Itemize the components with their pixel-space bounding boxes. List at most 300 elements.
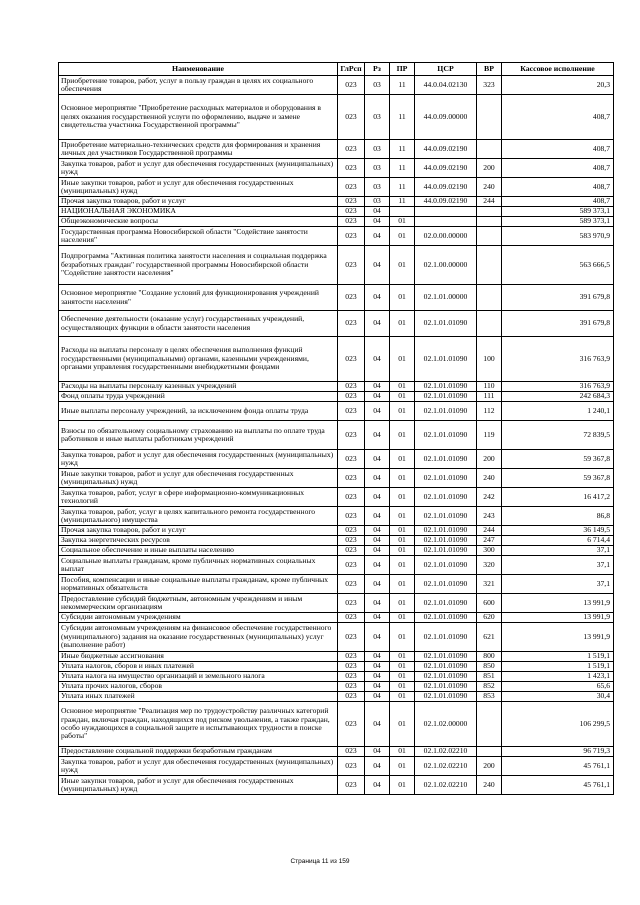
cell-rz: 04 [365, 702, 390, 747]
cell-rz: 03 [365, 76, 390, 95]
table-row [59, 421, 614, 450]
cell-vr [477, 217, 502, 227]
cell-glrsp: 023 [338, 159, 365, 178]
table-row [59, 402, 614, 421]
cell-csr: 02.1.01.01090 [415, 421, 477, 450]
cell-pr: 01 [390, 546, 415, 556]
cell-glrsp: 023 [338, 546, 365, 556]
cell-csr: 02.1.01.01090 [415, 469, 477, 488]
table-row [59, 246, 614, 285]
table-row [59, 682, 614, 692]
cell-pr: 11 [390, 178, 415, 197]
cell-glrsp: 023 [338, 337, 365, 382]
cell-glrsp: 023 [338, 662, 365, 672]
cell-csr: 02.1.01.01090 [415, 623, 477, 652]
cell-name: Приобретение материально-технических средств для формирования и хранения личных дел участников Государственной программы [59, 140, 338, 159]
cell-vr: 853 [477, 692, 502, 702]
cell-rz: 04 [365, 246, 390, 285]
cell-vr: 244 [477, 197, 502, 207]
cell-glrsp: 023 [338, 207, 365, 217]
cell-name: Основное мероприятие "Создание условий для функционирования учреждений занятости населения" [59, 285, 338, 311]
cell-rz: 04 [365, 672, 390, 682]
table-row [59, 526, 614, 536]
cell-vr: 800 [477, 652, 502, 662]
cell-sum: 583 970,9 [502, 227, 614, 246]
cell-pr: 01 [390, 469, 415, 488]
cell-vr: 112 [477, 402, 502, 421]
cell-pr: 01 [390, 594, 415, 613]
cell-name: Обеспечение деятельности (оказание услуг) государственных учреждений, осуществляющих функции в области занятости населения [59, 311, 338, 337]
cell-glrsp: 023 [338, 178, 365, 197]
cell-sum: 106 299,5 [502, 702, 614, 747]
cell-vr [477, 702, 502, 747]
cell-rz: 03 [365, 197, 390, 207]
cell-sum: 408,7 [502, 159, 614, 178]
cell-name: Уплата иных платежей [59, 692, 338, 702]
cell-pr: 11 [390, 95, 415, 140]
cell-pr: 01 [390, 575, 415, 594]
cell-name: Иные закупки товаров, работ и услуг для обеспечения государственных (муниципальных) нужд [59, 776, 338, 795]
cell-csr: 44.0.09.02190 [415, 178, 477, 197]
cell-rz: 04 [365, 227, 390, 246]
cell-sum: 65,6 [502, 682, 614, 692]
cell-vr: 600 [477, 594, 502, 613]
cell-pr: 01 [390, 311, 415, 337]
cell-sum: 1 240,1 [502, 402, 614, 421]
cell-glrsp: 023 [338, 594, 365, 613]
table-row [59, 382, 614, 392]
cell-csr: 02.1.01.01090 [415, 546, 477, 556]
cell-sum: 59 367,8 [502, 469, 614, 488]
cell-name: Иные бюджетные ассигнования [59, 652, 338, 662]
cell-pr: 11 [390, 197, 415, 207]
cell-rz: 04 [365, 623, 390, 652]
cell-vr [477, 311, 502, 337]
header-name: Наименование [59, 63, 338, 76]
cell-sum: 589 373,1 [502, 207, 614, 217]
cell-csr: 02.1.02.00000 [415, 702, 477, 747]
cell-sum: 30,4 [502, 692, 614, 702]
cell-vr: 200 [477, 159, 502, 178]
cell-csr: 02.1.01.01090 [415, 613, 477, 623]
cell-name: Основное мероприятие "Приобретение расходных материалов и оборудования в целях оказания государственной услуги по оформлению, выдаче и замене свидетельства участника Государственной программы" [59, 95, 338, 140]
cell-name: Социальное обеспечение и иные выплаты населению [59, 546, 338, 556]
header-glrsp: ГлРсп [338, 63, 365, 76]
cell-pr: 01 [390, 776, 415, 795]
cell-csr: 02.1.01.01090 [415, 488, 477, 507]
cell-sum: 37,1 [502, 575, 614, 594]
header-rz: Рз [365, 63, 390, 76]
cell-pr: 01 [390, 747, 415, 757]
cell-vr: 320 [477, 556, 502, 575]
cell-glrsp: 023 [338, 392, 365, 402]
cell-name: Расходы на выплаты персоналу в целях обеспечения выполнения функций государственными (муниципальными) органами, казенными учреждениями, органами управления государственными внебюджетными фондами [59, 337, 338, 382]
cell-sum: 391 679,8 [502, 311, 614, 337]
cell-name: Основное мероприятие "Реализация мер по трудоустройству различных категорий граждан, включая граждан, находящихся под риском увольнения, а также граждан, особо нуждающихся в социальной защите и испытывающих трудности в поиске работы" [59, 702, 338, 747]
table-row [59, 217, 614, 227]
table-row [59, 197, 614, 207]
cell-rz: 04 [365, 757, 390, 776]
cell-csr: 02.1.02.02210 [415, 776, 477, 795]
cell-pr: 01 [390, 392, 415, 402]
cell-csr: 02.1.01.01090 [415, 682, 477, 692]
cell-glrsp: 023 [338, 575, 365, 594]
cell-glrsp: 023 [338, 285, 365, 311]
cell-csr: 02.1.01.01090 [415, 594, 477, 613]
cell-pr: 11 [390, 159, 415, 178]
cell-pr: 01 [390, 702, 415, 747]
table-row [59, 776, 614, 795]
cell-sum: 20,3 [502, 76, 614, 95]
cell-vr: 243 [477, 507, 502, 526]
cell-name: Пособия, компенсации и иные социальные выплаты гражданам, кроме публичных нормативных обязательств [59, 575, 338, 594]
cell-pr: 01 [390, 488, 415, 507]
cell-csr: 02.1.00.00000 [415, 246, 477, 285]
cell-rz: 04 [365, 382, 390, 392]
cell-pr: 01 [390, 402, 415, 421]
cell-sum: 36 149,5 [502, 526, 614, 536]
table-row [59, 140, 614, 159]
cell-rz: 04 [365, 450, 390, 469]
cell-vr [477, 95, 502, 140]
cell-csr: 02.1.01.01090 [415, 392, 477, 402]
cell-vr [477, 140, 502, 159]
cell-name: Закупка товаров, работ и услуг для обеспечения государственных (муниципальных) нужд [59, 159, 338, 178]
cell-glrsp: 023 [338, 217, 365, 227]
cell-sum: 391 679,8 [502, 285, 614, 311]
cell-vr: 851 [477, 672, 502, 682]
cell-rz: 04 [365, 507, 390, 526]
cell-glrsp: 023 [338, 227, 365, 246]
cell-vr: 240 [477, 776, 502, 795]
header-pr: ПР [390, 63, 415, 76]
cell-rz: 04 [365, 337, 390, 382]
table-row [59, 95, 614, 140]
cell-rz: 04 [365, 594, 390, 613]
cell-sum: 408,7 [502, 178, 614, 197]
cell-pr: 01 [390, 382, 415, 392]
cell-vr: 244 [477, 526, 502, 536]
cell-csr: 02.1.02.02210 [415, 747, 477, 757]
cell-pr: 01 [390, 613, 415, 623]
cell-name: Закупка товаров, работ и услуг для обеспечения государственных (муниципальных) нужд [59, 757, 338, 776]
table-row [59, 613, 614, 623]
cell-sum: 6 714,4 [502, 536, 614, 546]
cell-sum: 1 423,1 [502, 672, 614, 682]
cell-rz: 04 [365, 536, 390, 546]
cell-pr: 11 [390, 140, 415, 159]
cell-rz: 04 [365, 546, 390, 556]
cell-csr: 02.1.01.01090 [415, 536, 477, 546]
table-row [59, 450, 614, 469]
cell-vr [477, 246, 502, 285]
cell-glrsp: 023 [338, 382, 365, 392]
cell-rz: 04 [365, 682, 390, 692]
cell-name: Субсидии автономным учреждениям на финансовое обеспечение государственного (муниципального) задания на оказание государственных (муниципальных) услуг (выполнение работ) [59, 623, 338, 652]
cell-pr: 01 [390, 246, 415, 285]
cell-csr: 44.0.09.02190 [415, 159, 477, 178]
table-row [59, 536, 614, 546]
table-row [59, 672, 614, 682]
budget-table [58, 62, 614, 795]
cell-rz: 04 [365, 207, 390, 217]
cell-name: Подпрограмма "Активная политика занятости населения и социальная поддержка безработных граждан" государственной программы Новосибирской области "Содействие занятости населения" [59, 246, 338, 285]
cell-sum: 37,1 [502, 546, 614, 556]
cell-rz: 04 [365, 392, 390, 402]
cell-name: Закупка энергетических ресурсов [59, 536, 338, 546]
header-vr: ВР [477, 63, 502, 76]
cell-vr: 300 [477, 546, 502, 556]
cell-csr: 02.1.01.01090 [415, 556, 477, 575]
cell-sum: 408,7 [502, 95, 614, 140]
cell-name: Расходы на выплаты персоналу казенных учреждений [59, 382, 338, 392]
table-row [59, 469, 614, 488]
table-row [59, 702, 614, 747]
cell-pr: 11 [390, 76, 415, 95]
cell-vr: 621 [477, 623, 502, 652]
cell-pr: 01 [390, 507, 415, 526]
cell-glrsp: 023 [338, 692, 365, 702]
cell-glrsp: 023 [338, 757, 365, 776]
cell-pr: 01 [390, 526, 415, 536]
cell-vr [477, 207, 502, 217]
cell-pr: 01 [390, 556, 415, 575]
table-row [59, 623, 614, 652]
cell-pr: 01 [390, 682, 415, 692]
cell-pr: 01 [390, 227, 415, 246]
cell-csr: 44.0.09.00000 [415, 95, 477, 140]
table-row [59, 692, 614, 702]
cell-name: Иные выплаты персоналу учреждений, за исключением фонда оплаты труда [59, 402, 338, 421]
cell-csr [415, 207, 477, 217]
cell-csr: 02.1.01.01090 [415, 311, 477, 337]
cell-name: Прочая закупка товаров, работ и услуг [59, 197, 338, 207]
header-cash-execution: Кассовое исполнение [502, 63, 614, 76]
cell-pr: 01 [390, 662, 415, 672]
cell-vr: 111 [477, 392, 502, 402]
cell-vr: 852 [477, 682, 502, 692]
table-row [59, 757, 614, 776]
cell-vr [477, 227, 502, 246]
cell-name: Общеэкономические вопросы [59, 217, 338, 227]
cell-rz: 04 [365, 613, 390, 623]
cell-sum: 45 761,1 [502, 776, 614, 795]
cell-glrsp: 023 [338, 95, 365, 140]
table-body [59, 76, 614, 795]
cell-pr: 01 [390, 692, 415, 702]
table-row [59, 652, 614, 662]
cell-sum: 316 763,9 [502, 337, 614, 382]
cell-csr: 02.1.01.01090 [415, 450, 477, 469]
table-row [59, 159, 614, 178]
cell-name: Иные закупки товаров, работ и услуг для обеспечения государственных (муниципальных) нужд [59, 178, 338, 197]
cell-csr: 02.1.01.01090 [415, 692, 477, 702]
cell-pr: 01 [390, 672, 415, 682]
cell-rz: 04 [365, 217, 390, 227]
cell-sum: 13 991,9 [502, 613, 614, 623]
cell-sum: 316 763,9 [502, 382, 614, 392]
cell-name: Социальные выплаты гражданам, кроме публичных нормативных социальных выплат [59, 556, 338, 575]
cell-rz: 04 [365, 285, 390, 311]
cell-vr: 850 [477, 662, 502, 672]
cell-vr: 110 [477, 382, 502, 392]
cell-csr: 02.1.01.00000 [415, 285, 477, 311]
cell-pr [390, 207, 415, 217]
table-row [59, 662, 614, 672]
cell-pr: 01 [390, 757, 415, 776]
cell-name: Субсидии автономным учреждениям [59, 613, 338, 623]
cell-glrsp: 023 [338, 140, 365, 159]
table-row [59, 227, 614, 246]
cell-sum: 86,8 [502, 507, 614, 526]
cell-rz: 03 [365, 178, 390, 197]
cell-pr: 01 [390, 421, 415, 450]
cell-csr: 02.1.02.02210 [415, 757, 477, 776]
cell-csr: 02.1.01.01090 [415, 337, 477, 382]
cell-csr: 44.0.09.02190 [415, 197, 477, 207]
cell-name: Предоставление субсидий бюджетным, автономным учреждениям и иным некоммерческим организациям [59, 594, 338, 613]
cell-csr [415, 217, 477, 227]
cell-name: Взносы по обязательному социальному страхованию на выплаты по оплате труда работников и иные выплаты работникам учреждений [59, 421, 338, 450]
cell-glrsp: 023 [338, 682, 365, 692]
cell-rz: 04 [365, 469, 390, 488]
cell-csr: 02.1.01.01090 [415, 402, 477, 421]
cell-name: Предоставление социальной поддержки безработным гражданам [59, 747, 338, 757]
cell-rz: 04 [365, 488, 390, 507]
cell-glrsp: 023 [338, 488, 365, 507]
cell-sum: 408,7 [502, 140, 614, 159]
cell-glrsp: 023 [338, 672, 365, 682]
cell-glrsp: 023 [338, 623, 365, 652]
cell-sum: 37,1 [502, 556, 614, 575]
table-header-row [59, 63, 614, 76]
table-row [59, 337, 614, 382]
table-row [59, 488, 614, 507]
cell-sum: 589 373,1 [502, 217, 614, 227]
cell-rz: 04 [365, 662, 390, 672]
cell-glrsp: 023 [338, 776, 365, 795]
cell-csr: 02.1.01.01090 [415, 382, 477, 392]
cell-glrsp: 023 [338, 702, 365, 747]
cell-pr: 01 [390, 285, 415, 311]
cell-vr [477, 285, 502, 311]
cell-csr: 02.1.01.01090 [415, 662, 477, 672]
cell-pr: 01 [390, 217, 415, 227]
cell-glrsp: 023 [338, 652, 365, 662]
cell-sum: 59 367,8 [502, 450, 614, 469]
cell-name: Уплата прочих налогов, сборов [59, 682, 338, 692]
cell-name: Государственная программа Новосибирской области "Содействие занятости населения" [59, 227, 338, 246]
cell-glrsp: 023 [338, 421, 365, 450]
cell-vr: 200 [477, 757, 502, 776]
table-row [59, 546, 614, 556]
cell-name: Прочая закупка товаров, работ и услуг [59, 526, 338, 536]
cell-rz: 03 [365, 159, 390, 178]
cell-name: Закупка товаров, работ и услуг для обеспечения государственных (муниципальных) нужд [59, 450, 338, 469]
cell-glrsp: 023 [338, 450, 365, 469]
cell-name: Приобретение товаров, работ, услуг в пользу граждан в целях их социального обеспечения [59, 76, 338, 95]
cell-name: Иные закупки товаров, работ и услуг для обеспечения государственных (муниципальных) нужд [59, 469, 338, 488]
cell-pr: 01 [390, 652, 415, 662]
cell-csr: 02.0.00.00000 [415, 227, 477, 246]
cell-pr: 01 [390, 536, 415, 546]
cell-name: Уплата налогов, сборов и иных платежей [59, 662, 338, 672]
cell-vr: 620 [477, 613, 502, 623]
cell-sum: 408,7 [502, 197, 614, 207]
cell-glrsp: 023 [338, 613, 365, 623]
cell-csr: 02.1.01.01090 [415, 575, 477, 594]
cell-csr: 02.1.01.01090 [415, 652, 477, 662]
cell-vr: 200 [477, 450, 502, 469]
table-row [59, 178, 614, 197]
cell-sum: 1 519,1 [502, 652, 614, 662]
cell-name: Закупка товаров, работ, услуг в сфере информационно-коммуникационных технологий [59, 488, 338, 507]
table-row [59, 392, 614, 402]
cell-vr: 323 [477, 76, 502, 95]
cell-sum: 16 417,2 [502, 488, 614, 507]
cell-pr: 01 [390, 337, 415, 382]
cell-vr: 240 [477, 469, 502, 488]
cell-csr: 44.0.04.02130 [415, 76, 477, 95]
cell-rz: 03 [365, 95, 390, 140]
cell-glrsp: 023 [338, 507, 365, 526]
table-row [59, 747, 614, 757]
cell-vr: 100 [477, 337, 502, 382]
cell-csr: 02.1.01.01090 [415, 526, 477, 536]
cell-glrsp: 023 [338, 197, 365, 207]
page-footer: Страница 11 из 159 [290, 858, 350, 865]
cell-sum: 45 761,1 [502, 757, 614, 776]
cell-glrsp: 023 [338, 747, 365, 757]
cell-rz: 03 [365, 140, 390, 159]
cell-rz: 04 [365, 556, 390, 575]
header-csr: ЦСР [415, 63, 477, 76]
cell-rz: 04 [365, 692, 390, 702]
cell-vr: 119 [477, 421, 502, 450]
table-row [59, 575, 614, 594]
cell-rz: 04 [365, 776, 390, 795]
cell-rz: 04 [365, 652, 390, 662]
table-row [59, 507, 614, 526]
cell-sum: 13 991,9 [502, 623, 614, 652]
cell-name: Фонд оплаты труда учреждений [59, 392, 338, 402]
cell-csr: 02.1.01.01090 [415, 507, 477, 526]
table-row [59, 285, 614, 311]
cell-glrsp: 023 [338, 76, 365, 95]
cell-rz: 04 [365, 575, 390, 594]
cell-rz: 04 [365, 402, 390, 421]
table-row [59, 556, 614, 575]
cell-name: Уплата налога на имущество организаций и земельного налога [59, 672, 338, 682]
table-row [59, 594, 614, 613]
cell-glrsp: 023 [338, 469, 365, 488]
cell-sum: 72 839,5 [502, 421, 614, 450]
cell-csr: 02.1.01.01090 [415, 672, 477, 682]
cell-glrsp: 023 [338, 311, 365, 337]
cell-sum: 563 666,5 [502, 246, 614, 285]
cell-name: Закупка товаров, работ, услуг в целях капитального ремонта государственного (муниципального) имущества [59, 507, 338, 526]
cell-sum: 13 991,9 [502, 594, 614, 613]
cell-glrsp: 023 [338, 556, 365, 575]
cell-pr: 01 [390, 450, 415, 469]
cell-rz: 04 [365, 747, 390, 757]
table-row [59, 207, 614, 217]
cell-glrsp: 023 [338, 402, 365, 421]
cell-rz: 04 [365, 311, 390, 337]
cell-vr: 240 [477, 178, 502, 197]
table-row [59, 311, 614, 337]
cell-vr: 247 [477, 536, 502, 546]
